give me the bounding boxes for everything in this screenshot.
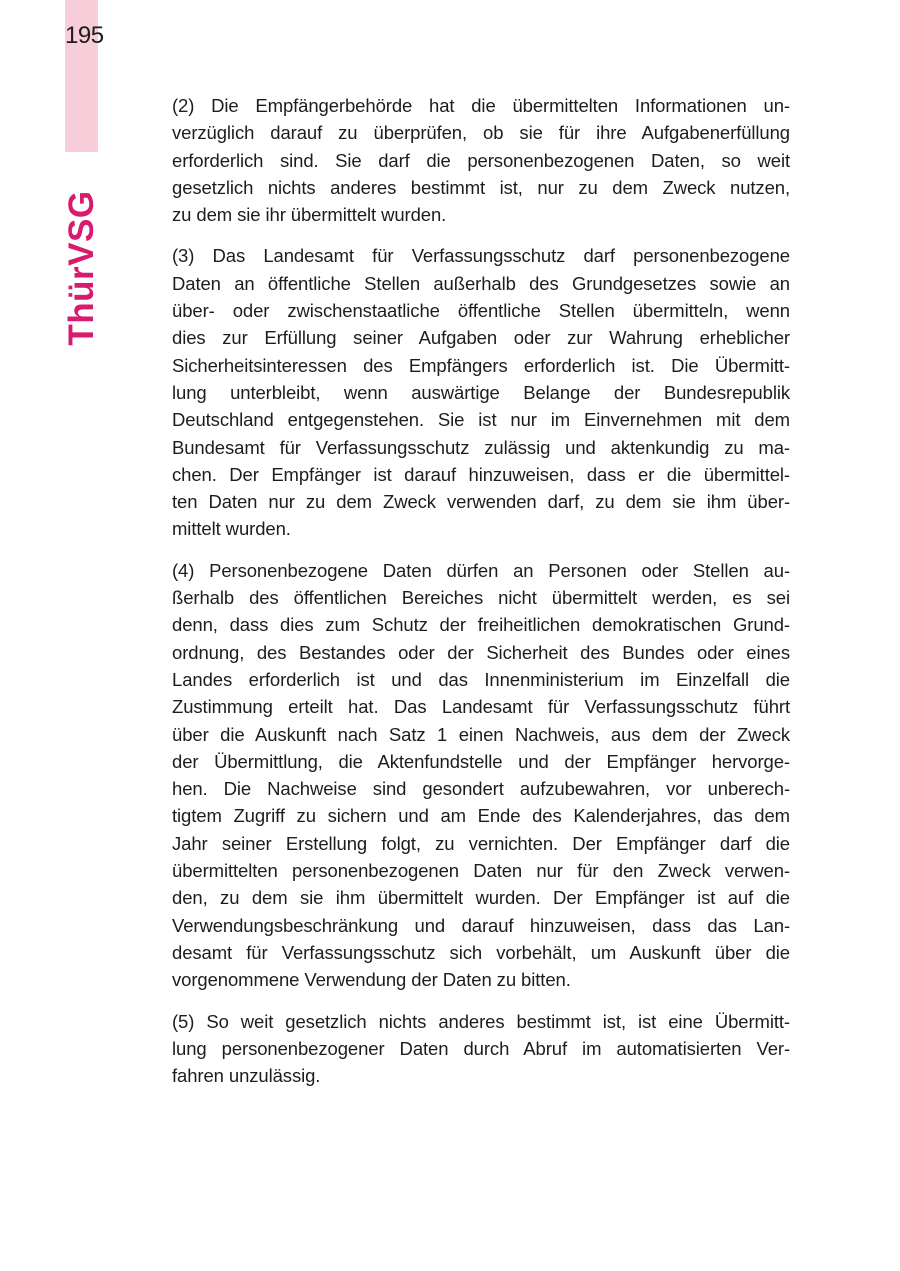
text-line: Bundesamt für Verfassungsschutz zulässig und aktenkundig zu ma-	[172, 436, 790, 458]
text-line: Zustimmung erteilt hat. Das Landesamt für Verfassungsschutz führt	[172, 696, 790, 718]
text-line: Landes erforderlich ist und das Innenministerium im Einzelfall die	[172, 668, 790, 690]
text-line: denn, dass dies zum Schutz der freiheitlichen demokratischen Grund-	[172, 614, 790, 636]
text-line: (3) Das Landesamt für Verfassungsschutz darf personenbezogene	[172, 245, 790, 267]
text-block	[172, 92, 790, 1103]
paragraph	[172, 557, 790, 994]
text-line: über- oder zwischenstaatliche öffentliche Stellen übermitteln, wenn	[172, 300, 790, 322]
text-line: erforderlich sind. Sie darf die personenbezogenen Daten, so weit	[172, 149, 790, 171]
text-line: gesetzlich nichts anderes bestimmt ist, nur zu dem Zweck nutzen,	[172, 176, 790, 198]
text-line: hen. Die Nachweise sind gesondert aufzubewahren, vor unberech-	[172, 778, 790, 800]
text-line: Jahr seiner Erstellung folgt, zu vernichten. Der Empfänger darf die	[172, 832, 790, 854]
text-line: verzüglich darauf zu überprüfen, ob sie für ihre Aufgabenerfüllung	[172, 122, 790, 144]
law-abbreviation-label: ThürVSG	[62, 190, 101, 346]
text-line: ten Daten nur zu dem Zweck verwenden darf, zu dem sie ihm über-	[172, 491, 790, 513]
paragraph	[172, 92, 790, 228]
text-line: Daten an öffentliche Stellen außerhalb des Grundgesetzes sowie an	[172, 272, 790, 294]
text-line: vorgenommene Verwendung der Daten zu bitten.	[172, 969, 571, 991]
text-line: Deutschland entgegenstehen. Sie ist nur im Einvernehmen mit dem	[172, 409, 790, 431]
text-line: ßerhalb des öffentlichen Bereiches nicht übermittelt werden, es sei	[172, 587, 790, 609]
text-line: chen. Der Empfänger ist darauf hinzuweisen, dass er die übermittel-	[172, 463, 790, 485]
text-line: Sicherheitsinteressen des Empfängers erforderlich ist. Die Übermitt-	[172, 354, 790, 376]
paragraph	[172, 242, 790, 542]
page-number-band	[65, 0, 104, 152]
paragraph	[172, 1008, 790, 1090]
text-line: ordnung, des Bestandes oder der Sicherheit des Bundes oder eines	[172, 641, 790, 663]
text-line: (5) So weit gesetzlich nichts anderes bestimmt ist, ist eine Übermitt-	[172, 1010, 790, 1032]
text-line: über die Auskunft nach Satz 1 einen Nachweis, aus dem der Zweck	[172, 723, 790, 745]
text-line: zu dem sie ihr übermittelt wurden.	[172, 204, 447, 226]
text-line: übermittelten personenbezogenen Daten nur für den Zweck verwen-	[172, 860, 790, 882]
text-line: lung personenbezogener Daten durch Abruf im automatisierten Ver-	[172, 1037, 790, 1059]
text-line: fahren unzulässig.	[172, 1065, 321, 1087]
text-line: desamt für Verfassungsschutz sich vorbehält, um Auskunft über die	[172, 941, 790, 963]
text-line: der Übermittlung, die Aktenfundstelle und der Empfänger hervorge-	[172, 750, 790, 772]
text-line: Verwendungsbeschränkung und darauf hinzuweisen, dass das Lan-	[172, 914, 790, 936]
text-line: (2) Die Empfängerbehörde hat die übermittelten Informationen un-	[172, 95, 790, 116]
text-line: dies zur Erfüllung seiner Aufgaben oder zur Wahrung erheblicher	[172, 327, 790, 349]
text-line: den, zu dem sie ihm übermittelt wurden. Der Empfänger ist auf die	[172, 887, 790, 909]
text-line: (4) Personenbezogene Daten dürfen an Personen oder Stellen au-	[172, 559, 790, 581]
text-line: mittelt wurden.	[172, 518, 291, 540]
text-line: lung unterbleibt, wenn auswärtige Belange der Bundesrepublik	[172, 381, 790, 403]
page-number: 195	[65, 22, 104, 49]
text-line: tigtem Zugriff zu sichern und am Ende des Kalenderjahres, das dem	[172, 805, 790, 827]
